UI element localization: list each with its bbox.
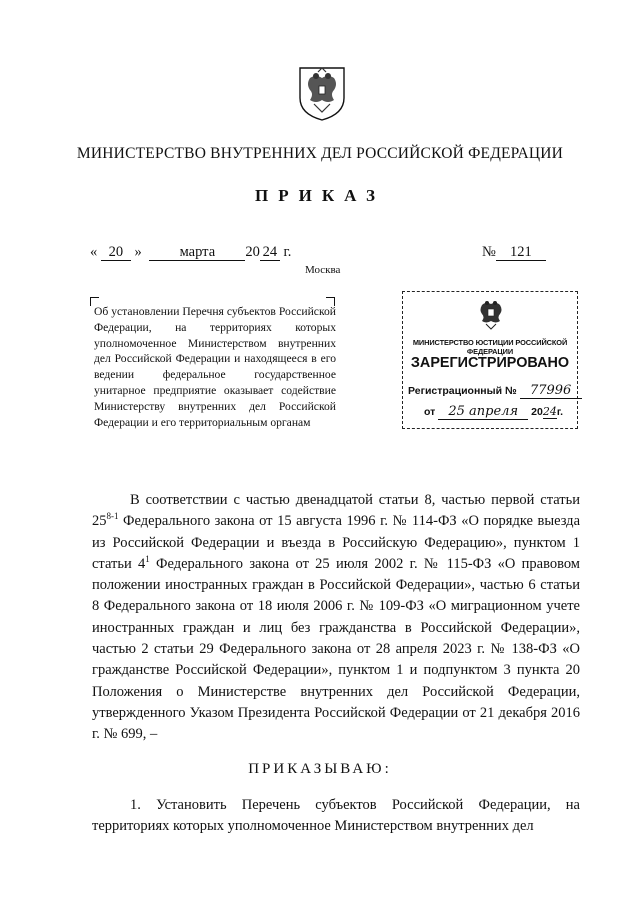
stamp-status: ЗАРЕГИСТРИРОВАНО	[410, 355, 570, 371]
number-sign: №	[482, 244, 496, 260]
order-subject: Об установлении Перечня субъектов Российской Федерации, на территориях которых уполномоченное Министерством внутренних дел Российской Федерации и находящееся в его ведении федеральное государственное унитарное предприятие оказывает содействие Министерству внутренних дел Российской Федерации и его территориальным органам	[94, 305, 336, 429]
stamp-date-prefix: от	[424, 406, 436, 418]
preamble-part-2: Федерального закона от 15 августа 1996 г. № 114-ФЗ «О порядке выезда из Российской Федерации и въезда в Российскую Федерацию», пунктом 1 статьи 4	[92, 513, 580, 572]
clause-1-paragraph: 1. Установить Перечень субъектов Российской Федерации, на территориях которых уполномоченное Министерством внутренних дел	[92, 797, 580, 835]
stamp-reg-number: 77996	[520, 383, 582, 399]
order-verb: ПРИКАЗЫВАЮ:	[248, 761, 392, 777]
date-year-mark: г.	[283, 244, 292, 260]
preamble-part-3: Федерального закона от 25 июля 2002 г. № 115-ФЗ «О правовом положении иностранных граждан в Российской Федерации», частью 6 статьи 8 Федерального закона от 18 июля 2006 г. № 109-ФЗ «О миграционном учете иностранных граждан и лиц без гражданства в Российской Федерации», частью 2 статьи 29 Федерального закона от 28 апреля 2023 г. № 138-ФЗ «О гражданстве Российской Федерации», пунктом 1 и подпунктом 3 пункта 20 Положения о Министерстве внутренних дел Российской Федерации, утвержденного Указом Президента Российской Федерации от 21 декабря 2016 г. № 699, –	[92, 555, 580, 743]
preamble-paragraph	[92, 490, 580, 746]
superscript: 8-1	[106, 511, 119, 522]
stamp-registration-date	[424, 404, 563, 420]
date-day: 20	[101, 245, 131, 261]
stamp-reg-label: Регистрационный №	[408, 385, 517, 397]
stamp-year-suffix: 24	[542, 405, 557, 418]
superscript: 1	[145, 554, 150, 565]
stamp-ministry: МИНИСТЕРСТВО ЮСТИЦИИ РОССИЙСКОЙ ФЕДЕРАЦИИ	[412, 338, 568, 356]
stamp-year-mark: г.	[556, 406, 564, 418]
date-month: марта	[149, 245, 245, 261]
coat-of-arms-icon	[294, 64, 350, 122]
date-open-quote: «	[90, 244, 98, 260]
document-title: ПРИКАЗ	[255, 186, 385, 205]
order-number	[482, 244, 546, 261]
city: Москва	[305, 264, 341, 276]
coat-of-arms-icon	[476, 298, 506, 330]
stamp-registration-number	[408, 383, 582, 399]
date-year-suffix: 24	[260, 245, 280, 261]
date-close-quote: »	[134, 244, 142, 260]
number-value: 121	[496, 245, 546, 261]
order-date	[90, 244, 291, 261]
ministry-name: МИНИСТЕРСТВО ВНУТРЕННИХ ДЕЛ РОССИЙСКОЙ ФЕДЕРАЦИИ	[76, 145, 564, 162]
stamp-year-prefix: 20	[531, 406, 543, 418]
stamp-date: 25 апреля	[438, 404, 528, 420]
date-year-prefix: 20	[245, 244, 260, 260]
preamble-part-1: В соответствии с частью двенадцатой статьи 8, частью первой статьи 25	[92, 492, 580, 530]
